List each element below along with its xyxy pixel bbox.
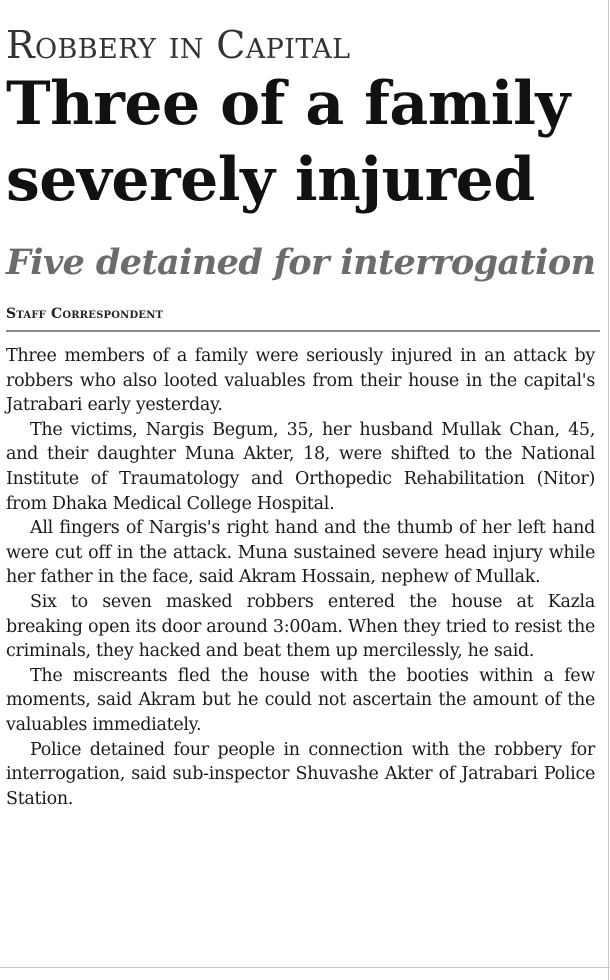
- bottom-rule: [0, 967, 610, 968]
- column-rule: [608, 0, 609, 980]
- body-paragraph: Three members of a family were seriously injured in an attack by robbers who also looted valuables from their house in the capital's Jatrabari early yesterday.: [6, 346, 595, 416]
- byline: Staff Correspondent: [6, 306, 164, 322]
- body-paragraph: Six to seven masked robbers entered the house at Kazla breaking open its door around 3:00am. When they tried to resist the criminals, they hacked and beat them up mercilessly, he said.: [6, 591, 595, 662]
- article-body: [6, 344, 595, 811]
- headline: Three of a family severely injured: [6, 69, 570, 215]
- body-paragraph: Police detained four people in connection with the robbery for interrogation, said sub-inspector Shuvashe Akter of Jatrabari Police Station.: [6, 739, 595, 809]
- body-paragraph: The miscreants fled the house with the booties within a few moments, said Akram but he could not ascertain the amount of the valuables immediately.: [6, 665, 595, 735]
- byline-divider: [6, 330, 600, 332]
- kicker-label: Robbery in Capital: [6, 23, 351, 67]
- body-paragraph: The victims, Nargis Begum, 35, her husband Mullak Chan, 45, and their daughter Muna Akter, 18, were shifted to the National Institute of Traumatology and Orthopedic Rehabilitation (Nitor) from Dhaka Medical College Hospital.: [6, 419, 595, 514]
- body-paragraph: All fingers of Nargis's right hand and the thumb of her left hand were cut off in the attack. Muna sustained severe head injury while her father in the face, said Akram Hossain, nephew of Mullak.: [6, 518, 595, 588]
- deck-subheadline: Five detained for interrogation: [6, 242, 596, 283]
